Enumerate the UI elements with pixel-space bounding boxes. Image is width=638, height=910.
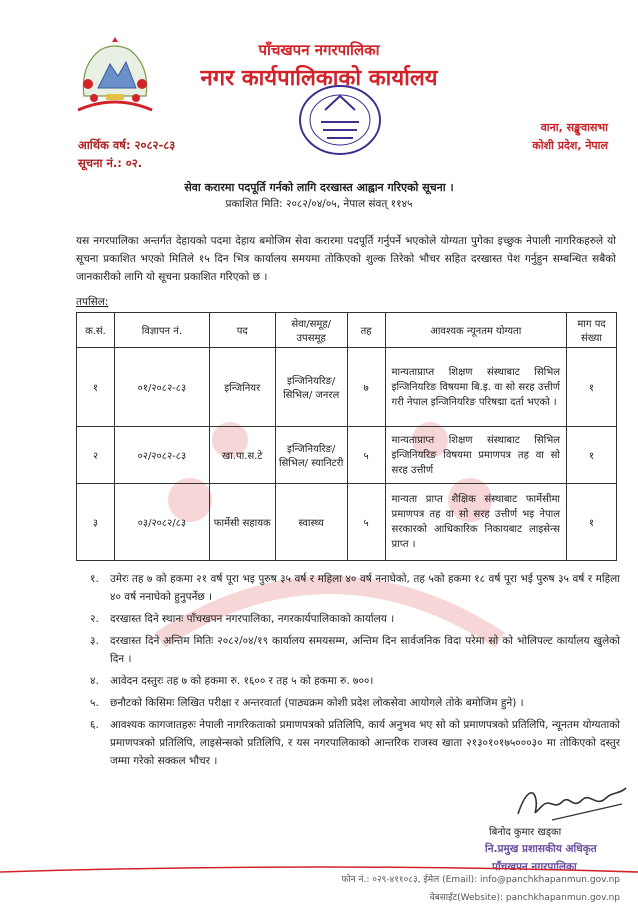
cell-service: स्वास्थ्य <box>275 484 347 561</box>
condition-text: आवेदन दस्तुरः तह ७ को हकमा रु. १६०० र तह ५ को हकमा रु. ७००। <box>110 675 374 687</box>
notice-title: सेवा करारमा पदपूर्ति गर्नको लागि दरखास्त आह्वान गरिएको सूचना । <box>184 181 454 194</box>
table-header-row <box>77 313 617 348</box>
col-ad-no: विज्ञापन नं. <box>114 313 209 348</box>
table-row <box>77 427 617 484</box>
cell-level: ५ <box>347 427 385 484</box>
condition-text: दरखास्त दिने स्थानः पाँचखपन नगरपालिका, नगरकार्यपालिकाको कार्यालय । <box>110 613 395 625</box>
condition-text: आवश्यक कागजातहरुः नेपाली नागरिकताको प्रमाणपत्रको प्रतिलिपि, कार्य अनुभव भए सो को प्रमाणपत्रको प्रतिलिपि, न्यूनतम योग्यताको प्रमाणपत्रको प्रतिलिपि, लाइसेन्सको प्रतिलिपि, र यस नगरपालिकाको आन्तरिक राजस्व खाता २१३०१०१७५०००३० मा तोकिएको दस्तुर जम्मा गरेको सक्कल भौचर । <box>110 719 620 767</box>
address-line2: कोशी प्रदेश, नेपाल <box>532 139 608 152</box>
condition-item <box>90 570 620 606</box>
details-label: तपसिल: <box>76 296 109 308</box>
footer-website: वेबसाईट(Website): panchkhapanmun.gov.np <box>429 893 620 903</box>
condition-number: ४. <box>90 675 99 687</box>
condition-item <box>90 716 620 770</box>
condition-text: छनौटको किसिमः लिखित परीक्षा र अन्तरवार्ता (पाठ्यक्रम कोशी प्रदेश लोकसेवा आयोगले तोके बमोजिम हुने) । <box>110 697 524 709</box>
col-count: माग पद संख्या <box>567 313 617 348</box>
conditions-list <box>90 570 620 774</box>
col-service: सेवा/समूह/ उपसमूह <box>275 313 347 348</box>
cell-ad-no: ०१/२०८२-८३ <box>114 348 209 427</box>
signatory-title: नि.प्रमुख प्रशासकीय अधिकृत <box>485 843 597 855</box>
vacancy-table <box>76 312 617 561</box>
published-date: प्रकाशित मिति: २०८२/०४/०५, नेपाल संवत् ११४५ <box>225 198 413 210</box>
cell-count: १ <box>567 484 617 561</box>
condition-number: ६. <box>90 719 99 731</box>
notice-intro: यस नगरपालिका अन्तर्गत देहायको पदमा देहाय बमोजिम सेवा करारमा पदपूर्ति गर्नुपर्ने भएकोले योग्यता पुगेका इच्छुक नेपाली नागरिकहरुले यो सूचना प्रकाशित भएको मितिले १५ दिन भित्र कार्यालय समयमा तोकिएको शुल्क तिरेको भौचर सहित दरखास्त पेश गर्नुहुन सम्बन्धित सबैको जानकारीको लागि यो सूचना प्रकाशित गरिएको छ । <box>76 235 616 283</box>
table-row <box>77 348 617 427</box>
office-name: पाँचखपन नगरपालिका <box>258 41 380 59</box>
handwritten-signature <box>512 780 632 824</box>
col-level: तह <box>347 313 385 348</box>
condition-item <box>90 632 620 668</box>
cell-post: खा.पा.स.टे <box>209 427 275 484</box>
cell-level: ५ <box>347 484 385 561</box>
col-sn: क.सं. <box>77 313 115 348</box>
office-stamp-icon <box>295 82 385 158</box>
cell-qualification: मान्यता प्राप्त शैक्षिक संस्थाबाट फार्मेसीमा प्रमाणपत्र तह वा सो सरह उत्तीर्ण भइ नेपाल सरकारको आधिकारिक निकायबाट लाइसेन्स प्राप्त । <box>385 484 567 561</box>
cell-ad-no: ०२/२०८२-८३ <box>114 427 209 484</box>
address-line1: वाना, सङ्खुवासभा <box>540 121 608 134</box>
cell-service: इन्जिनियरिङ/ सिभिल/ जनरल <box>275 348 347 427</box>
cell-sn: ३ <box>77 484 115 561</box>
office-title: नगर कार्यपालिकाको कार्यालय <box>200 66 438 91</box>
fiscal-year: आर्थिक वर्ष: २०८२-८३ <box>78 138 176 152</box>
cell-level: ७ <box>347 348 385 427</box>
condition-number: १. <box>90 573 99 585</box>
cell-ad-no: ०३/२०८२/८३ <box>114 484 209 561</box>
col-qualification: आवश्यक न्यूनतम योग्यता <box>385 313 567 348</box>
cell-count: १ <box>567 427 617 484</box>
condition-item <box>90 672 620 690</box>
cell-count: १ <box>567 348 617 427</box>
condition-text: दरखास्त दिने अन्तिम मितिः २०८२/०४/१९ कार्यालय समयसम्म, अन्तिम दिन सार्वजनिक विदा परेमा सो को भोलिपल्ट कार्यालय खुलेको दिन । <box>110 635 620 665</box>
cell-post: इन्जिनियर <box>209 348 275 427</box>
footer-contact: फोन नं.: ०२९-४११०८३, ईमेल (Email): info@panchkhapanmun.gov.np <box>341 875 620 885</box>
notice-number: सूचना नं.: ०२. <box>78 156 143 170</box>
cell-qualification: मान्यताप्राप्त शिक्षण संस्थाबाट सिभिल इन्जिनियरिङ विषयमा प्रमाणपत्र तह वा सो सरह उत्तीर्ण <box>385 427 567 484</box>
condition-text: उमेरः तह ७ को हकमा २१ वर्ष पूरा भइ पुरुष ३५ वर्ष र महिला ४० वर्ष ननाघेको, तह ५को हकमा १८ वर्ष पूरा भई पुरुष ३५ वर्ष र महिला ४० वर्ष ननाघेको हुनुपर्नेछ । <box>110 573 620 603</box>
signatory-office: पाँचखपन नगरपालिका <box>492 861 577 873</box>
table-row <box>77 484 617 561</box>
condition-number: ५. <box>90 697 99 709</box>
signatory-name: बिनोद कुमार खड्का <box>489 827 562 838</box>
cell-service: इन्जिनियरिङ/ सिभिल/ स्यानिटरी <box>275 427 347 484</box>
condition-item <box>90 694 620 712</box>
cell-post: फार्मेसी सहायक <box>209 484 275 561</box>
condition-item <box>90 610 620 628</box>
col-post: पद <box>209 313 275 348</box>
cell-qualification: मान्यताप्राप्त शिक्षण संस्थाबाट सिभिल इन्जिनियरिङ विषयमा बि.इ. वा सो सरह उत्तीर्ण गरी नेपाल इन्जिनियरिङ परिषद्मा दर्ता भएको । <box>385 348 567 427</box>
cell-sn: १ <box>77 348 115 427</box>
condition-number: २. <box>90 613 99 625</box>
condition-number: ३. <box>90 635 99 647</box>
cell-sn: २ <box>77 427 115 484</box>
